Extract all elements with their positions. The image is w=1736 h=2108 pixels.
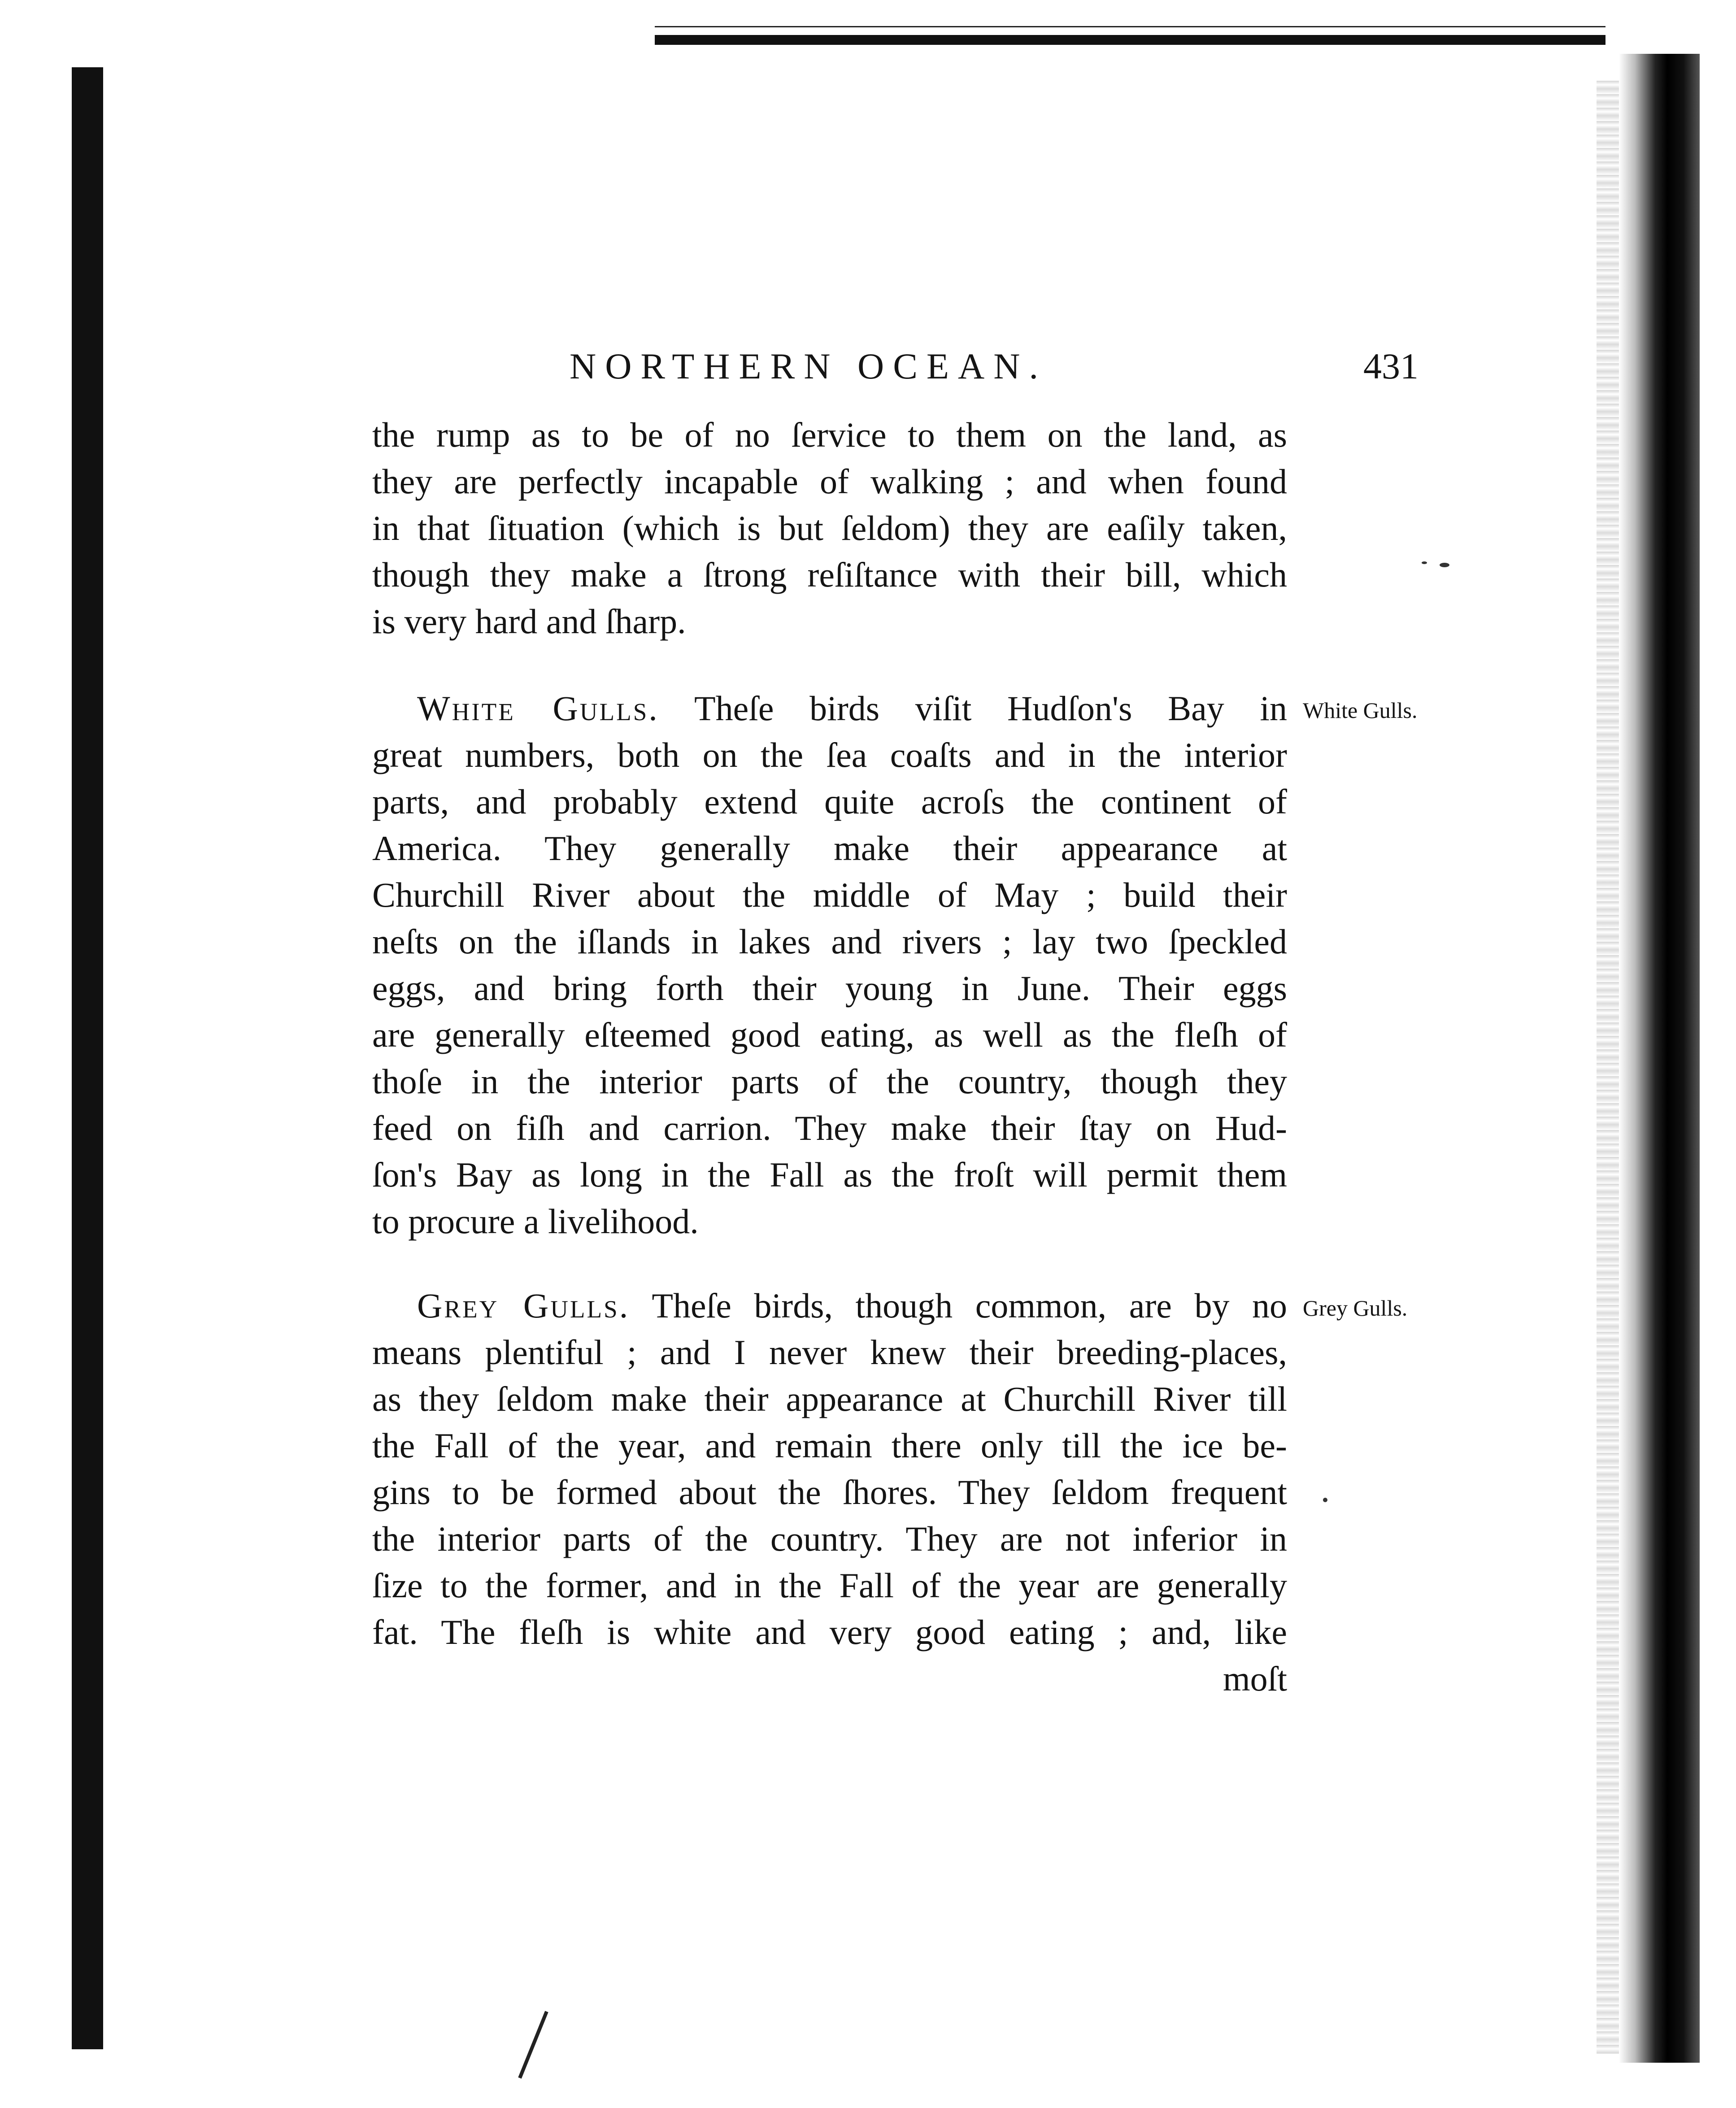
- text-line: Churchill River about the middle of May ; build their: [372, 875, 1287, 914]
- text-line: ſize to the former, and in the Fall of the year are generally: [372, 1566, 1287, 1605]
- text-line: the Fall of the year, and remain there only till the ice be-: [372, 1426, 1287, 1465]
- paragraph-continued: [372, 412, 1287, 645]
- text-line: feed on fiſh and carrion. They make their ſtay on Hud-: [372, 1108, 1287, 1147]
- page-edge-shadow: [1619, 54, 1700, 2063]
- text-line: means plentiful ; and I never knew their breeding-places,: [372, 1333, 1287, 1372]
- text-span: Theſe birds, though common, are by no: [652, 1286, 1287, 1325]
- running-head: NORTHERN OCEAN.: [570, 346, 1047, 387]
- paragraph-grey-gulls: [372, 1282, 1287, 1702]
- ink-speck: [1440, 563, 1449, 567]
- text-line: ſon's Bay as long in the Fall as the froſt will permit them: [372, 1155, 1287, 1194]
- section-heading: Grey Gulls.: [417, 1286, 630, 1325]
- text-line: to procure a livelihood.: [372, 1202, 699, 1241]
- text-line: thoſe in the interior parts of the country, though they: [372, 1062, 1287, 1101]
- text-line: the interior parts of the country. They are not inferior in: [372, 1519, 1287, 1558]
- text-line: America. They generally make their appearance at: [372, 829, 1287, 868]
- text-line: eggs, and bring forth their young in June. Their eggs: [372, 969, 1287, 1008]
- margin-note: White Gulls.: [1303, 698, 1418, 723]
- ink-speck: [1323, 1498, 1327, 1502]
- text-line: they are perfectly incapable of walking ; and when found: [372, 462, 1287, 501]
- text-line: neſts on the iſlands in lakes and rivers ; lay two ſpeckled: [372, 922, 1287, 961]
- text-line: [372, 1282, 1287, 1329]
- text-span: Theſe birds viſit Hudſon's Bay in: [694, 689, 1288, 728]
- text-line: as they ſeldom make their appearance at Churchill River till: [372, 1379, 1287, 1418]
- margin-note: Grey Gulls.: [1303, 1295, 1408, 1321]
- text-line: though they make a ſtrong reſiſtance with their bill, which: [372, 555, 1287, 594]
- top-rule-thin: [655, 26, 1605, 27]
- binding-shadow: [72, 67, 103, 2049]
- text-line: gins to be formed about the ſhores. They ſeldom frequent: [372, 1473, 1287, 1512]
- paragraph-white-gulls: [372, 685, 1287, 1245]
- text-line: in that ſituation (which is but ſeldom) they are eaſily taken,: [372, 509, 1287, 548]
- text-line: is very hard and ſharp.: [372, 602, 686, 641]
- top-rule: [655, 35, 1605, 45]
- page-number: 431: [1363, 346, 1418, 387]
- text-line: fat. The fleſh is white and very good eating ; and, like: [372, 1613, 1287, 1652]
- pen-mark: [518, 2011, 548, 2078]
- text-line: [372, 685, 1287, 732]
- text-line: great numbers, both on the ſea coaſts and in the interior: [372, 735, 1287, 774]
- text-line: parts, and probably extend quite acroſs the continent of: [372, 782, 1287, 821]
- text-line: the rump as to be of no ſervice to them on the land, as: [372, 415, 1287, 454]
- section-heading: White Gulls.: [417, 689, 659, 728]
- ink-speck: [1422, 561, 1427, 564]
- text-line: are generally eſteemed good eating, as well as the fleſh of: [372, 1015, 1287, 1054]
- catchword: moſt: [1223, 1659, 1287, 1698]
